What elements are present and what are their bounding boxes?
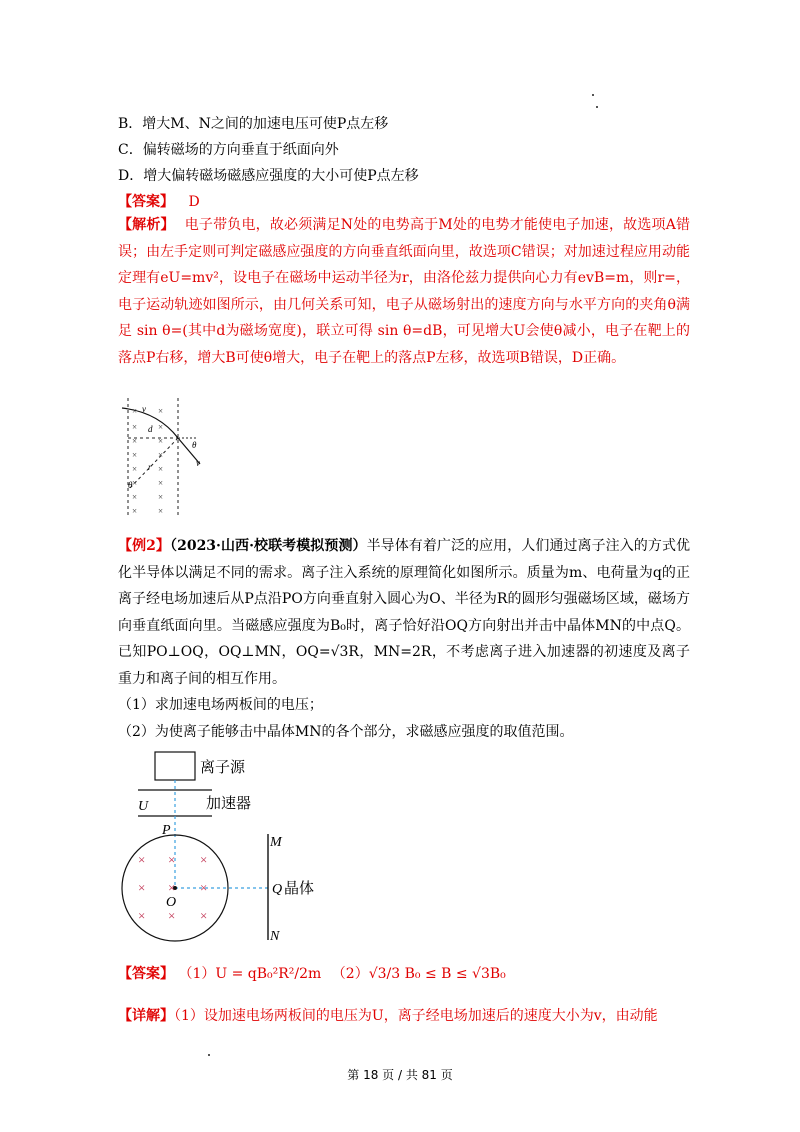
analysis-text: 电子带负电，故必须满足N处的电势高于M处的电势才能使电子加速，故选项A错误；由左手定则可判定磁感应强度的方向垂直纸面向里，故选项C错误；对加速过程应用动能定理有eU=mv²，设电子在磁场中运动半径为r，由洛伦兹力提供向心力有evB=m，则r=，电子运动轨迹如图所示，由几何关系可知，电子从磁场射出的速度方向与水平方向的夹角θ满足 sin θ=(其中d为磁场宽度)，联立可得 sin θ=dB，可见增大U会使θ减小，电子在靶上的落点P右移，增大B可使θ增大，电子在靶上的落点P左移，故选项B错误，D正确。 — [118, 217, 690, 366]
option-d: D．增大偏转磁场磁感应强度的大小可使P点左移 — [118, 168, 419, 184]
label-O: O — [166, 895, 177, 910]
question-1: （1）求加速电场两板间的电压； — [118, 697, 323, 713]
option-b: B．增大M、N之间的加速电压可使P点左移 — [118, 116, 389, 132]
decorative-dot — [592, 94, 594, 96]
example-2-block — [118, 533, 690, 745]
page-footer: 第 18 页 / 共 81 页 — [347, 1068, 453, 1082]
decorative-dot — [596, 106, 598, 108]
question-2: （2）为使离子能够击中晶体MN的各个部分，求磁感应强度的取值范围。 — [118, 723, 574, 740]
svg-text:×: × — [168, 852, 176, 867]
svg-text:×: × — [138, 880, 146, 895]
svg-text:×: × — [132, 478, 138, 488]
example-text: 半导体有着广泛的应用，人们通过离子注入的方式优化半导体以满足不同的需求。离子注入系统的原理简化如图所示。质量为m、电荷量为q的正离子经电场加速后从P点沿PO方向垂直射入圆心为O、半径为R的圆形匀强磁场区域，磁场方向垂直纸面向里。当磁感应强度为B₀时，离子恰好沿OQ方向射出并击中晶体MN的中点Q。已知PO⊥OQ，OQ⊥MN，OQ=√3R，MN=2R，不考虑离子进入加速器的初速度及离子重力和离子间的相互作用。 — [118, 538, 691, 687]
svg-text:×: × — [132, 422, 138, 432]
cross-grid — [132, 406, 163, 516]
label-P: P — [162, 823, 171, 838]
label-U: U — [138, 799, 149, 814]
svg-text:×: × — [158, 492, 164, 502]
analysis-label: 【解析】 — [118, 217, 175, 233]
svg-text:×: × — [200, 852, 208, 867]
detail-text: （1）设加速电场两板间的电压为U，离子经电场加速后的速度大小为v，由动能 — [174, 1008, 658, 1024]
svg-text:×: × — [138, 908, 146, 923]
svg-text:×: × — [158, 506, 164, 516]
label-N: N — [270, 929, 280, 944]
detail-label: 【详解】 — [118, 1008, 174, 1024]
label-theta-left: θ — [128, 480, 133, 490]
label-accelerator: 加速器 — [206, 796, 252, 812]
answer-label: 【答案】 — [118, 194, 174, 210]
example-label: 【例2】 — [118, 538, 171, 554]
svg-text:×: × — [132, 464, 138, 474]
ion-source-box — [155, 752, 195, 780]
answer-2-part1: （1）U = qB₀²R²/2m — [178, 966, 322, 982]
svg-text:×: × — [138, 852, 146, 867]
svg-text:×: × — [200, 908, 208, 923]
detail-line — [118, 1006, 688, 1026]
svg-text:×: × — [132, 406, 138, 416]
svg-text:×: × — [158, 422, 164, 432]
electron-trajectory-figure — [118, 392, 228, 522]
label-r: r — [148, 462, 152, 472]
label-v-top: v — [142, 404, 146, 414]
svg-text:×: × — [158, 406, 164, 416]
svg-text:×: × — [200, 880, 208, 895]
svg-text:×: × — [132, 450, 138, 460]
label-crystal: 晶体 — [284, 881, 315, 897]
svg-text:×: × — [132, 506, 138, 516]
radius-line — [130, 438, 178, 488]
label-ion-source: 离子源 — [200, 760, 246, 776]
field-crosses — [138, 852, 207, 923]
answer-value: D — [188, 194, 200, 210]
answer-2-part2: （2）√3/3 B₀ ≤ B ≤ √3B₀ — [331, 966, 506, 982]
answer-2-label: 【答案】 — [118, 966, 174, 982]
svg-text:×: × — [168, 880, 176, 895]
label-v-right: v — [196, 458, 200, 468]
svg-text:×: × — [158, 464, 164, 474]
example-source: （2023·山西·校联考模拟预测） — [170, 538, 367, 554]
decorative-dot — [208, 1054, 210, 1056]
svg-text:×: × — [168, 908, 176, 923]
label-M: M — [270, 835, 282, 850]
option-c: C．偏转磁场的方向垂直于纸面向外 — [118, 142, 339, 158]
label-theta-right: θ — [192, 440, 197, 450]
label-d: d — [148, 424, 153, 434]
svg-text:×: × — [158, 478, 164, 488]
analysis-block — [118, 212, 690, 371]
ion-injection-figure — [118, 748, 358, 948]
label-Q: Q — [272, 882, 283, 897]
svg-text:×: × — [132, 492, 138, 502]
svg-text:×: × — [158, 450, 164, 460]
svg-text:×: × — [132, 436, 138, 446]
answer-1 — [118, 192, 688, 212]
answer-2 — [118, 964, 688, 984]
svg-text:×: × — [158, 436, 164, 446]
